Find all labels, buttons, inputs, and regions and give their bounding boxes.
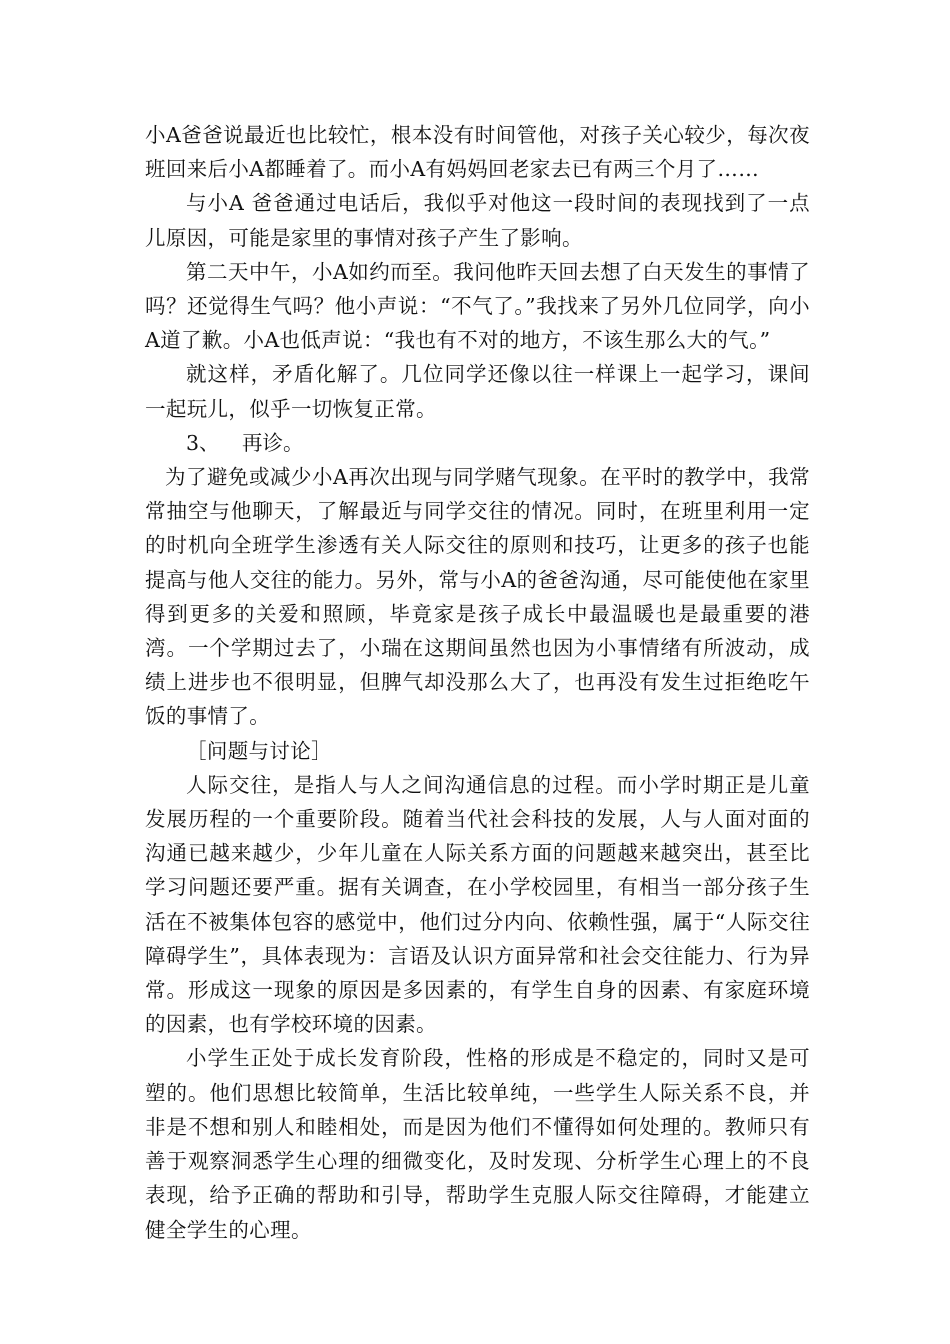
paragraph-resolved: 就这样，矛盾化解了。几位同学还像以往一样课上一起学习，课间一起玩儿，似乎一切恢复正常。 <box>145 362 810 421</box>
section-heading-rediagnosis <box>145 426 810 460</box>
paragraph-rediagnosis: 为了避免或减少小A再次出现与同学赌气现象。在平时的教学中，我常常抽空与他聊天，了解最近与同学交往的情况。同时，在班里利用一定的时机向全班学生渗透有关人际交往的原则和技巧，让更多的孩子也能提高与他人交往的能力。另外，常与小A的爸爸沟通，尽可能使他在家里得到更多的关爱和照顾，毕竟家是孩子成长中最温暖也是最重要的港湾。一个学期过去了，小瑞在这期间虽然也因为小事情绪有所波动，成绩上进步也不很明显，但脾气却没那么大了，也再没有发生过拒绝吃午饭的事情了。 <box>145 465 810 729</box>
paragraph-interpersonal: 人际交往，是指人与人之间沟通信息的过程。而小学时期正是儿童发展历程的一个重要阶段。随着当代社会科技的发展，人与人面对面的沟通已越来越少，少年儿童在人际关系方面的问题越来越突出，甚至比学习问题还要严重。据有关调查，在小学校园里，有相当一部分孩子生活在不被集体包容的感觉中，他们过分内向、依赖性强，属于“人际交往障碍学生”，具体表现为：言语及认识方面异常和社会交往能力、行为异常。形成这一现象的原因是多因素的，有学生自身的因素、有家庭环境的因素，也有学校环境的因素。 <box>145 772 810 1037</box>
heading-questions-discussion: ［问题与讨论］ <box>186 738 332 763</box>
paragraph-conclusion: 小学生正处于成长发育阶段，性格的形成是不稳定的，同时又是可塑的。他们思想比较简单，生活比较单纯，一些学生人际关系不良，并非是不想和别人和睦相处，而是因为他们不懂得如何处理的。教师只有善于观察洞悉学生心理的细微变化，及时发现、分析学生心理上的不良表现，给予正确的帮助和引导，帮助学生克服人际交往障碍，才能建立健全学生的心理。 <box>145 1046 810 1242</box>
document-body <box>145 118 810 1247</box>
section-title: 再诊。 <box>242 430 304 455</box>
paragraph-next-day: 第二天中午，小A如约而至。我问他昨天回去想了白天发生的事情了吗？还觉得生气吗？他小声说：“不气了。”我找来了另外几位同学，向小A道了歉。小A也低声说：“我也有不对的地方，不该生那么大的气。” <box>145 259 810 353</box>
paragraph-father-busy: 小A爸爸说最近也比较忙，根本没有时间管他，对孩子关心较少，每次夜班回来后小A都睡着了。而小A有妈妈回老家去已有两三个月了…… <box>145 123 810 182</box>
paragraph-phone-call: 与小A 爸爸通过电话后，我似乎对他这一段时间的表现找到了一点儿原因，可能是家里的事情对孩子产生了影响。 <box>145 191 810 250</box>
section-number: 3、 <box>186 430 220 455</box>
